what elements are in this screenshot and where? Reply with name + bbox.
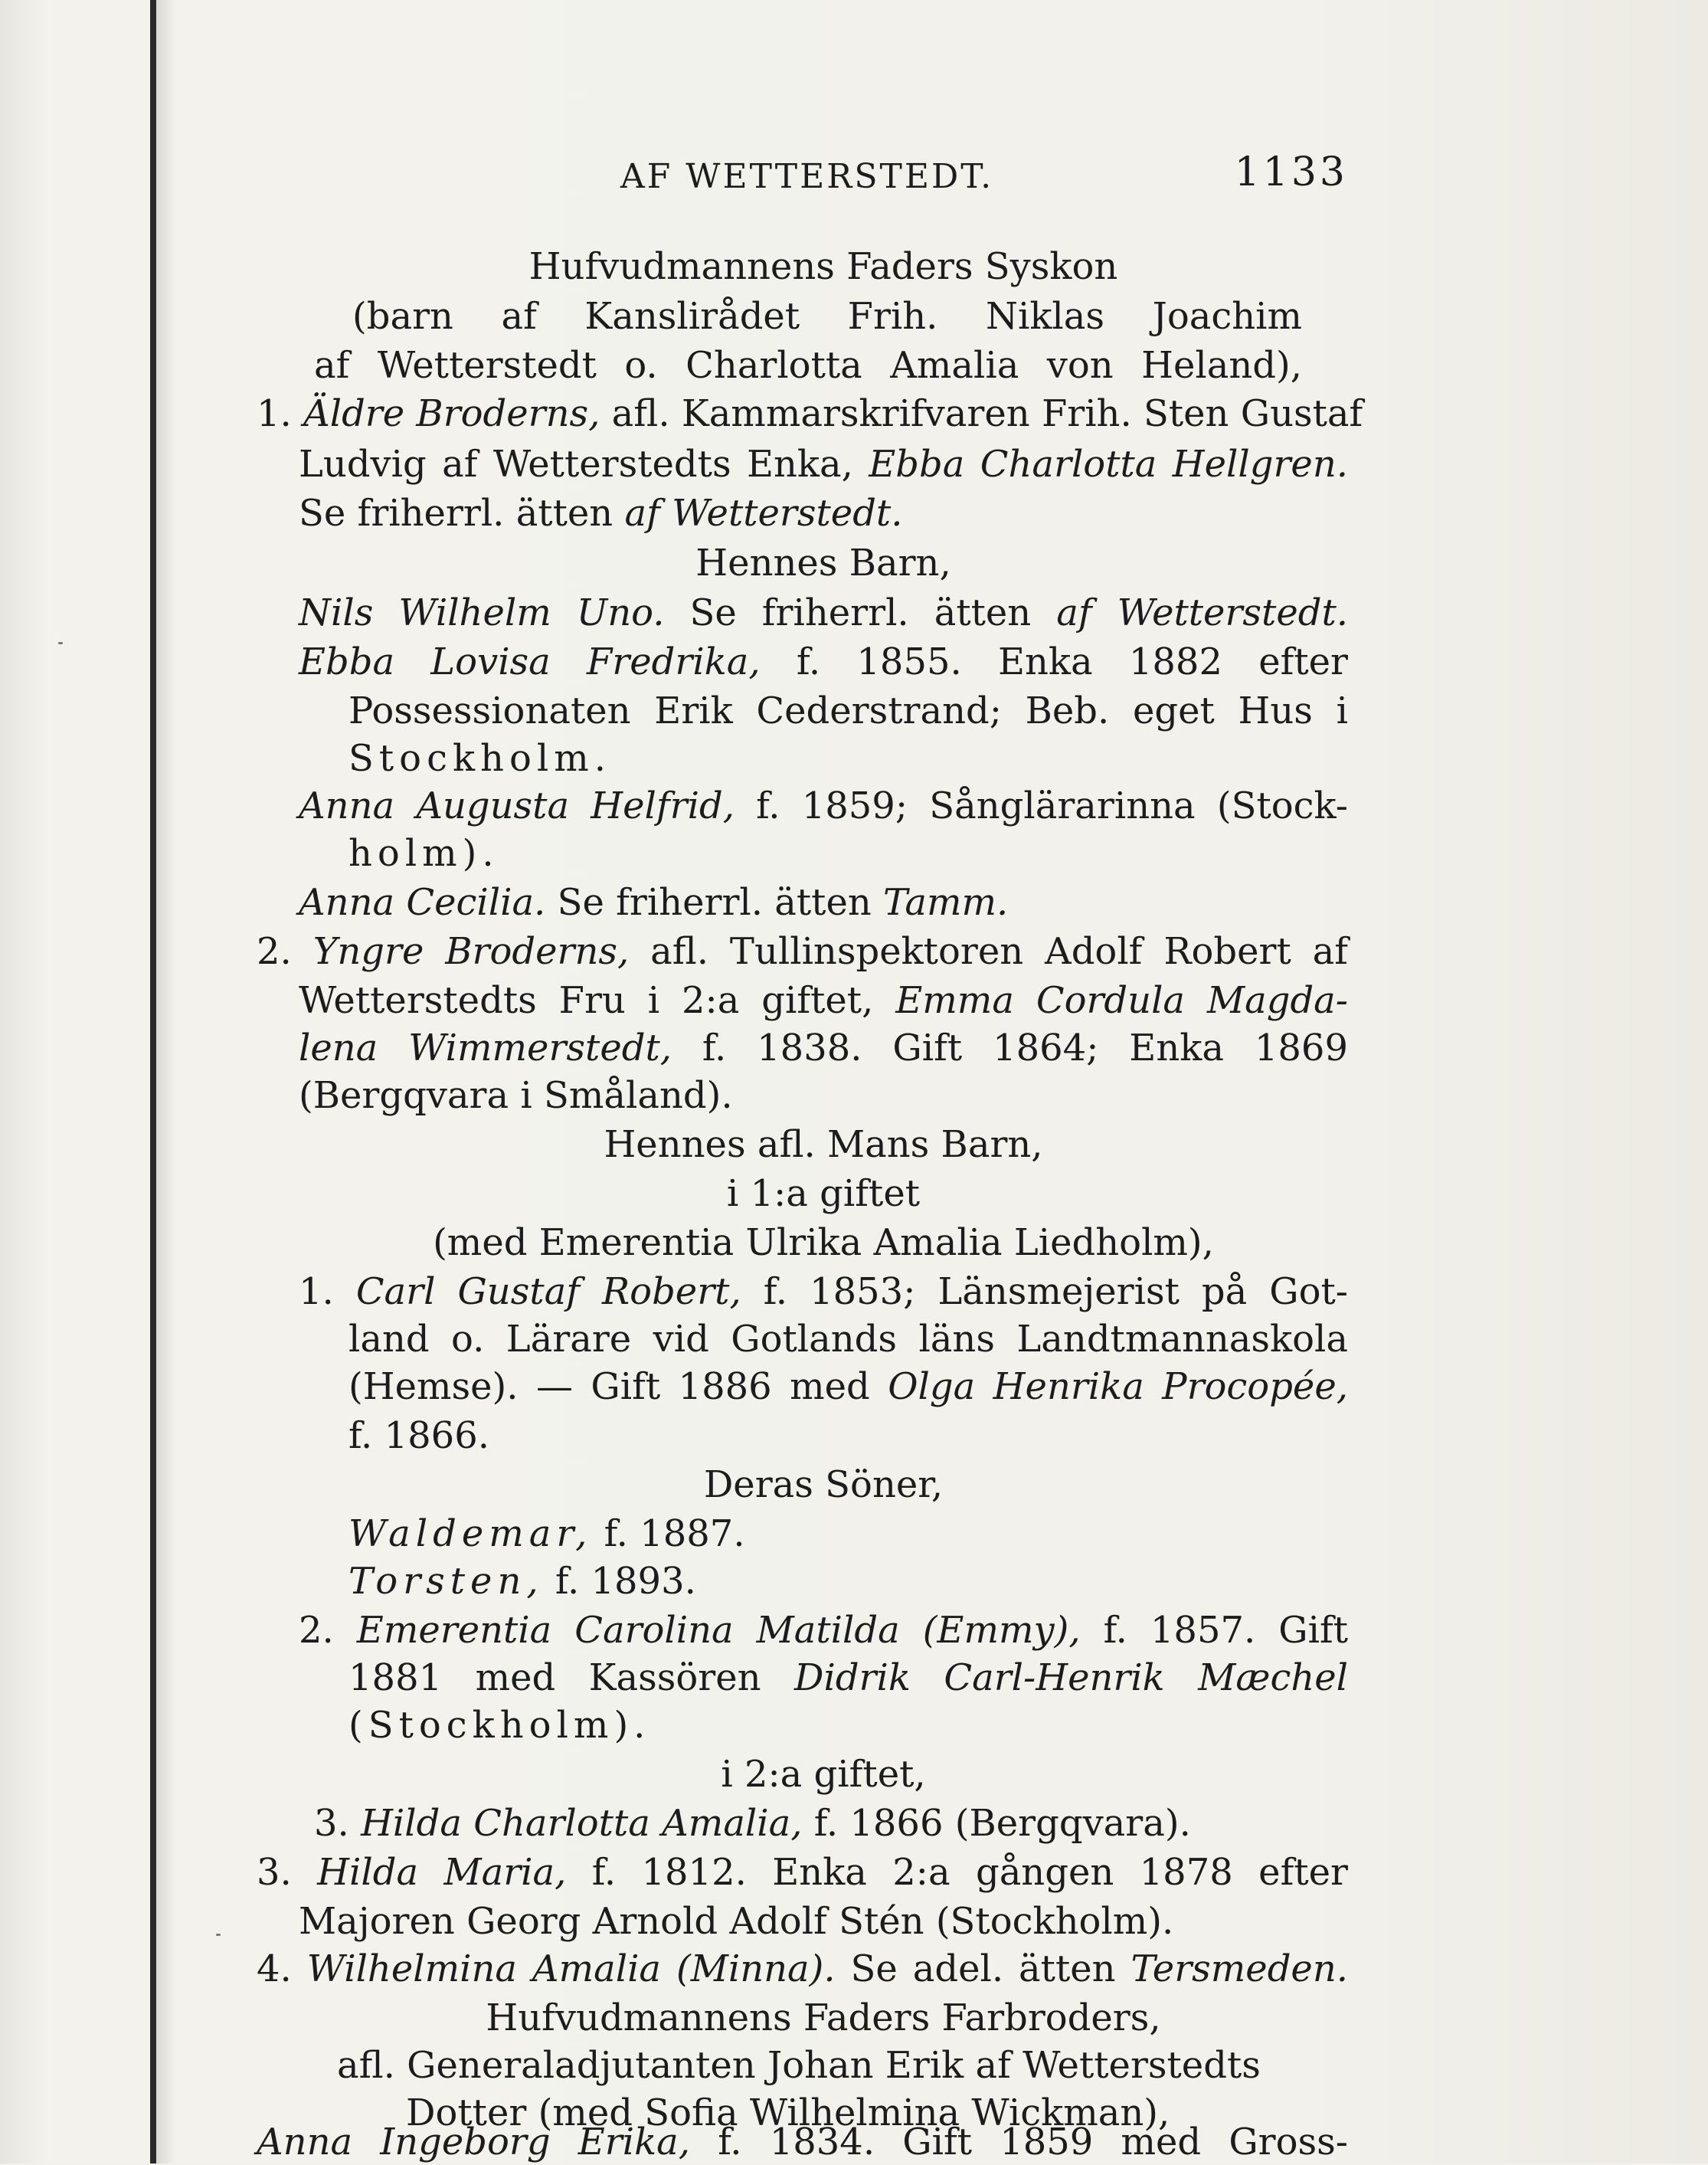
- sub-heading: i 1:a giftet: [726, 1172, 921, 1215]
- sub-heading: Hennes Barn,: [695, 542, 951, 585]
- text-line: Waldemar, f. 1887.: [348, 1512, 745, 1555]
- text-line: lena Wimmerstedt, f. 1838. Gift 1864; Enka 1869: [299, 1027, 1348, 1069]
- text-line: Ludvig af Wetterstedts Enka, Ebba Charlotta Hellgren.: [299, 443, 1348, 486]
- entry-line: Anna Ingeborg Erika, f. 1834. Gift 1859 med Gross-: [257, 2121, 1348, 2163]
- text-line: land o. Lärare vid Gotlands läns Landtmannaskola: [348, 1318, 1348, 1361]
- section-heading: Hufvudmannens Faders Farbroders,: [486, 1996, 1161, 2039]
- text-line: (Stockholm).: [348, 1704, 651, 1747]
- text-line: Torsten, f. 1893.: [348, 1560, 696, 1603]
- binding-shadow: [156, 0, 176, 2163]
- sub-heading: (med Emerentia Ulrika Amalia Liedholm),: [433, 1221, 1214, 1264]
- text-line: (barn af Kanslirådet Frih. Niklas Joachim: [352, 295, 1302, 338]
- text-line: (Bergqvara i Småland).: [299, 1074, 733, 1117]
- text-line: Dotter (med Sofia Wilhelmina Wickman),: [406, 2091, 1170, 2134]
- text-line: Ebba Lovisa Fredrika, f. 1855. Enka 1882 efter: [299, 640, 1349, 683]
- text-line: Wetterstedts Fru i 2:a giftet, Emma Cordula Magda-: [299, 979, 1349, 1022]
- text-line: afl. Generaladjutanten Johan Erik af Wetterstedts: [337, 2044, 1261, 2087]
- entry-line: 1. Äldre Broderns, afl. Kammarskrifvaren Frih. Sten Gustaf: [257, 392, 1363, 435]
- text-line: Majoren Georg Arnold Adolf Stén (Stockholm).: [299, 1900, 1174, 1943]
- text-line: f. 1866.: [348, 1414, 489, 1457]
- sub-heading: Hennes afl. Mans Barn,: [604, 1123, 1043, 1166]
- entry-line: 1. Carl Gustaf Robert, f. 1853; Länsmejerist på Got-: [299, 1270, 1348, 1313]
- section-heading: Hufvudmannens Faders Syskon: [528, 245, 1118, 288]
- text-line: Se friherrl. ätten af Wetterstedt.: [299, 492, 903, 535]
- text-line: Anna Cecilia. Se friherrl. ätten Tamm.: [299, 881, 1009, 924]
- text-line: holm).: [348, 832, 499, 875]
- text-line: (Hemse). — Gift 1886 med Olga Henrika Procopée,: [348, 1365, 1348, 1408]
- text-line: af Wetterstedt o. Charlotta Amalia von Heland),: [314, 344, 1302, 387]
- binding-edge: [150, 0, 156, 2163]
- running-title: AF WETTERSTEDT.: [620, 157, 994, 196]
- entry-line: 4. Wilhelmina Amalia (Minna). Se adel. ätten Tersmeden.: [257, 1947, 1348, 1990]
- text-line: Anna Augusta Helfrid, f. 1859; Sånglärarinna (Stock-: [299, 784, 1348, 827]
- text-line: Nils Wilhelm Uno. Se friherrl. ätten af Wetterstedt.: [299, 591, 1348, 634]
- entry-line: 2. Emerentia Carolina Matilda (Emmy), f. 1857. Gift: [299, 1609, 1349, 1652]
- sub-heading: i 2:a giftet,: [721, 1753, 926, 1796]
- text-line: Possessionaten Erik Cederstrand; Beb. eget Hus i: [348, 689, 1348, 732]
- page-number: 1133: [1234, 149, 1348, 195]
- text-line: 1881 med Kassören Didrik Carl-Henrik Mæchel: [348, 1656, 1349, 1699]
- sub-heading: Deras Söner,: [703, 1463, 944, 1506]
- paper-speck: [216, 1934, 221, 1936]
- entry-line: 3. Hilda Maria, f. 1812. Enka 2:a gången 1878 efter: [257, 1851, 1348, 1894]
- paper-speck: [58, 642, 63, 644]
- entry-line: 3. Hilda Charlotta Amalia, f. 1866 (Bergqvara).: [314, 1802, 1191, 1845]
- text-line: Stockholm.: [348, 737, 611, 780]
- entry-line: 2. Yngre Broderns, afl. Tullinspektoren Adolf Robert af: [257, 930, 1349, 973]
- running-head: [299, 149, 1348, 203]
